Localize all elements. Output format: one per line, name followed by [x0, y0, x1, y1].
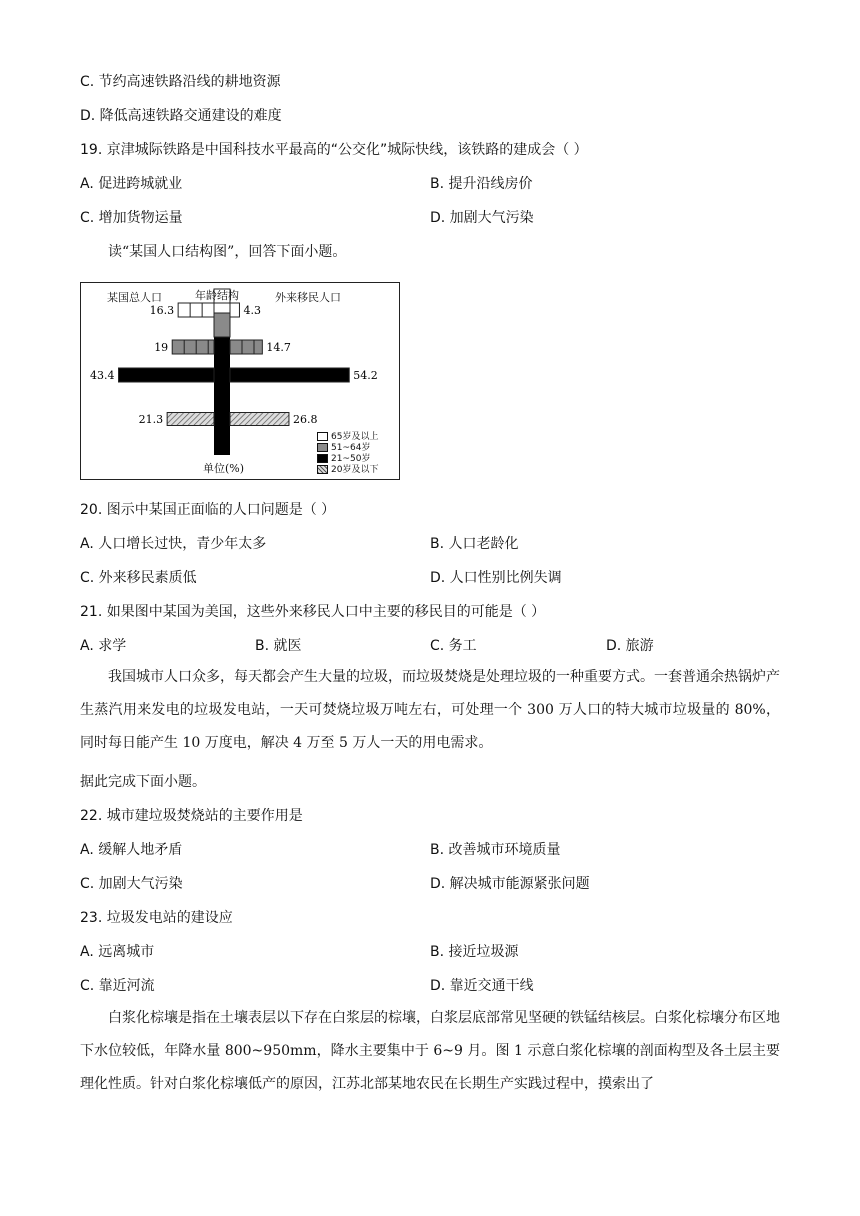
- age-axis-trunk: [214, 335, 230, 455]
- legend-swatch-20under: [317, 465, 328, 474]
- option-23b: B. 接近垃圾源: [430, 944, 519, 960]
- population-structure-figure: [80, 282, 400, 480]
- passage-soil: 白浆化棕壤是指在土壤表层以下存在白浆层的棕壤，白浆层底部常见坚硬的铁锰结核层。白浆化棕壤分布区地下水位较低，年降水量 800~950mm，降水主要集中于 6~9 月。图 1 示意白浆化棕壤的剖面构型及各土层主要理化性质。针对白浆化棕壤低产的原因，江苏北部某地农民在长期生产实践过程中，摸索出了: [80, 1010, 780, 1092]
- question-20: 20. 图示中某国正面临的人口问题是（ ）: [80, 502, 336, 518]
- legend-label-21-50: 21~50岁: [331, 454, 371, 464]
- question-21: 21. 如果图中某国为美国，这些外来移民人口中主要的移民目的可能是（ ）: [80, 604, 546, 620]
- option-20d: D. 人口性别比例失调: [430, 570, 562, 586]
- figure-right-title: 外来移民人口: [275, 291, 341, 304]
- label-total-3: 21.3: [138, 413, 164, 426]
- bar-immigrant-1: [230, 340, 262, 354]
- option-20a: A. 人口增长过快，青少年太多: [80, 536, 267, 552]
- option-22a: A. 缓解人地矛盾: [80, 842, 183, 858]
- option-18d: D. 降低高速铁路交通建设的难度: [80, 108, 282, 124]
- bar-total-2: [119, 368, 214, 382]
- figure-center-title: 年龄结构: [195, 289, 239, 302]
- option-20b: B. 人口老龄化: [430, 536, 519, 552]
- bar-total-0: [178, 303, 214, 317]
- legend-swatch-51-64: [317, 443, 328, 452]
- bar-total-3: [167, 413, 214, 426]
- option-21c: C. 务工: [430, 638, 477, 654]
- question-22: 22. 城市建垃圾焚烧站的主要作用是: [80, 808, 303, 824]
- legend-label-51-64: 51~64岁: [331, 443, 371, 453]
- read-instruction: 读“某国人口结构图”，回答下面小题。: [108, 244, 347, 260]
- option-23c: C. 靠近河流: [80, 978, 155, 994]
- bar-immigrant-3: [230, 413, 289, 426]
- label-total-1: 19: [154, 341, 169, 354]
- label-immigrant-1: 14.7: [266, 341, 291, 354]
- label-total-2: 43.4: [90, 369, 115, 382]
- option-23a: A. 远离城市: [80, 944, 155, 960]
- option-20c: C. 外来移民素质低: [80, 570, 197, 586]
- passage-garbage-tail: 据此完成下面小题。: [80, 774, 206, 790]
- legend-swatch-65plus: [317, 432, 328, 441]
- question-19: 19. 京津城际铁路是中国科技水平最高的“公交化”城际快线，该铁路的建成会（ ）: [80, 142, 588, 158]
- option-22b: B. 改善城市环境质量: [430, 842, 561, 858]
- age-axis-trunk-upper: [214, 313, 230, 337]
- legend-label-20under: 20岁及以下: [331, 465, 379, 475]
- option-23d: D. 靠近交通干线: [430, 978, 534, 994]
- legend-label-65plus: 65岁及以上: [331, 432, 379, 442]
- bar-immigrant-2: [230, 368, 349, 382]
- option-22c: C. 加剧大气污染: [80, 876, 183, 892]
- option-19b: B. 提升沿线房价: [430, 176, 533, 192]
- legend-swatch-21-50: [317, 454, 328, 463]
- option-19a: A. 促进跨城就业: [80, 176, 183, 192]
- label-immigrant-0: 4.3: [243, 304, 261, 317]
- option-22d: D. 解决城市能源紧张问题: [430, 876, 590, 892]
- option-21a: A. 求学: [80, 638, 127, 654]
- figure-unit: 单位(%): [203, 462, 245, 475]
- label-immigrant-3: 26.8: [292, 413, 318, 426]
- figure-left-title: 某国总人口: [107, 291, 162, 304]
- option-21d: D. 旅游: [606, 638, 654, 654]
- question-23: 23. 垃圾发电站的建设应: [80, 910, 233, 926]
- label-total-0: 16.3: [149, 304, 175, 317]
- passage-garbage: 我国城市人口众多，每天都会产生大量的垃圾，而垃圾焚烧是处理垃圾的一种重要方式。一套普通余热锅炉产生蒸汽用来发电的垃圾发电站，一天可焚烧垃圾万吨左右，可处理一个 300 万人口的特大城市垃圾量的 80%，同时每日能产生 10 万度电，解决 4 万至 5 万人一天的用电需求。: [80, 669, 780, 751]
- option-19c: C. 增加货物运量: [80, 210, 183, 226]
- label-immigrant-2: 54.2: [353, 369, 378, 382]
- option-19d: D. 加剧大气污染: [430, 210, 534, 226]
- option-18c: C. 节约高速铁路沿线的耕地资源: [80, 74, 281, 90]
- bar-immigrant-0: [230, 303, 239, 317]
- option-21b: B. 就医: [255, 638, 302, 654]
